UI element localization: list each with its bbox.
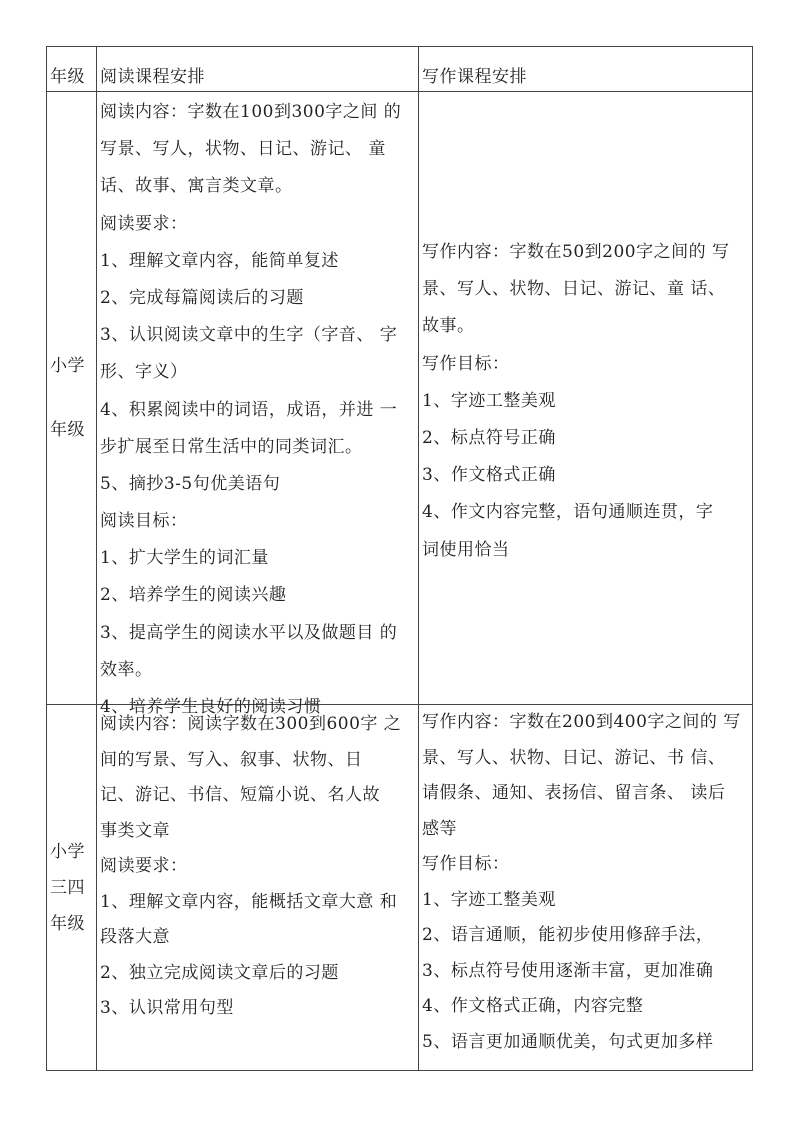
reading-line: 2、培养学生的阅读兴趣 — [100, 585, 287, 606]
table-row — [47, 92, 753, 705]
header-writing: 写作课程安排 — [419, 47, 753, 92]
writing-line: 3、标点符号使用逐渐丰富，更加准确 — [422, 960, 714, 981]
reading-lines — [97, 92, 418, 726]
reading-line: 阅读内容：阅读字数在300到600字 之 — [100, 714, 402, 734]
header-row — [47, 47, 753, 92]
writing-line: 1、字迹工整美观 — [422, 390, 556, 411]
writing-line: 故事。 — [422, 316, 475, 337]
reading-line: 1、理解文章内容，能简单复述 — [100, 250, 339, 271]
reading-line: 4、积累阅读中的词语，成语，并进 一 — [100, 399, 398, 420]
writing-line: 4、作文格式正确，内容完整 — [422, 996, 644, 1016]
writing-line: 写作内容：字数在200到400字之间的 写 — [422, 712, 741, 732]
reading-lines — [97, 705, 418, 1027]
reading-line: 1、理解文章内容，能概括文章大意 和 — [100, 891, 398, 912]
table-row — [47, 705, 753, 1071]
reading-line: 记、游记、书信、短篇小说、名人故 — [100, 785, 380, 805]
writing-line: 写作目标： — [422, 353, 510, 374]
grade-cell — [47, 92, 97, 705]
writing-line: 写作内容：字数在50到200字之间的 写 — [422, 242, 730, 262]
reading-cell — [97, 705, 419, 1071]
reading-line: 2、独立完成阅读文章后的习题 — [100, 962, 339, 983]
reading-line: 段落大意 — [100, 927, 170, 947]
writing-line: 1、字迹工整美观 — [422, 889, 556, 910]
writing-lines — [419, 92, 752, 569]
reading-cell — [97, 92, 419, 717]
grade-label: 小学 — [50, 841, 85, 862]
writing-line: 景、写人、状物、日记、游记、书 信、 — [422, 747, 726, 768]
grade-label: 年级 — [50, 913, 85, 934]
grade-label: 三四 — [50, 877, 85, 898]
reading-line: 5、摘抄3-5句优美语句 — [100, 473, 281, 494]
reading-line: 3、提高学生的阅读水平以及做题目 的 — [100, 622, 398, 643]
grade-label: 年级 — [50, 420, 85, 440]
reading-line: 阅读要求： — [100, 213, 188, 234]
writing-line: 4、作文内容完整，语句通顺连贯，字 — [422, 502, 714, 523]
curriculum-table — [46, 46, 753, 1071]
reading-line: 1、扩大学生的词汇量 — [100, 548, 269, 569]
writing-line: 5、语言更加通顺优美，句式更加多样 — [422, 1031, 714, 1052]
reading-line: 间的写景、写入、叙事、状物、日 — [100, 749, 363, 770]
writing-cell — [419, 92, 753, 705]
grade-cell — [47, 705, 97, 1071]
reading-line: 话、故事、寓言类文章。 — [100, 176, 293, 197]
reading-line: 2、完成每篇阅读后的习题 — [100, 287, 304, 308]
writing-line: 景、写人、状物、日记、游记、童 话、 — [422, 279, 726, 300]
reading-line: 4、培养学生良好的阅读习惯 — [100, 697, 322, 717]
reading-line: 阅读目标： — [100, 511, 188, 532]
reading-line: 步扩展至日常生活中的同类词汇。 — [100, 436, 363, 457]
writing-cell — [419, 705, 753, 1071]
writing-line: 2、标点符号正确 — [422, 427, 556, 448]
header-grade: 年级 — [47, 47, 97, 92]
reading-line: 事类文章 — [100, 820, 170, 841]
writing-line: 感等 — [422, 818, 457, 839]
writing-line: 3、作文格式正确 — [422, 465, 556, 486]
reading-line: 形、字义） — [100, 362, 188, 383]
reading-line: 阅读要求： — [100, 856, 188, 876]
reading-line: 3、认识常用句型 — [100, 998, 234, 1018]
reading-line: 效率。 — [100, 659, 153, 680]
header-reading: 阅读课程安排 — [97, 47, 419, 92]
writing-line: 词使用恰当 — [422, 539, 510, 560]
writing-line: 请假条、通知、表扬信、留言条、 读后 — [422, 783, 726, 803]
grade-label: 小学 — [50, 356, 85, 376]
writing-line: 2、语言通顺，能初步使用修辞手法， — [422, 925, 714, 945]
reading-line: 写景、写人，状物、日记、游记、 童 — [100, 139, 386, 160]
writing-lines — [419, 705, 752, 1060]
writing-line: 写作目标： — [422, 854, 510, 874]
reading-line: 阅读内容：字数在100到300字之间 的 — [100, 102, 402, 122]
reading-line: 3、认识阅读文章中的生字（字音、 字 — [100, 325, 398, 346]
